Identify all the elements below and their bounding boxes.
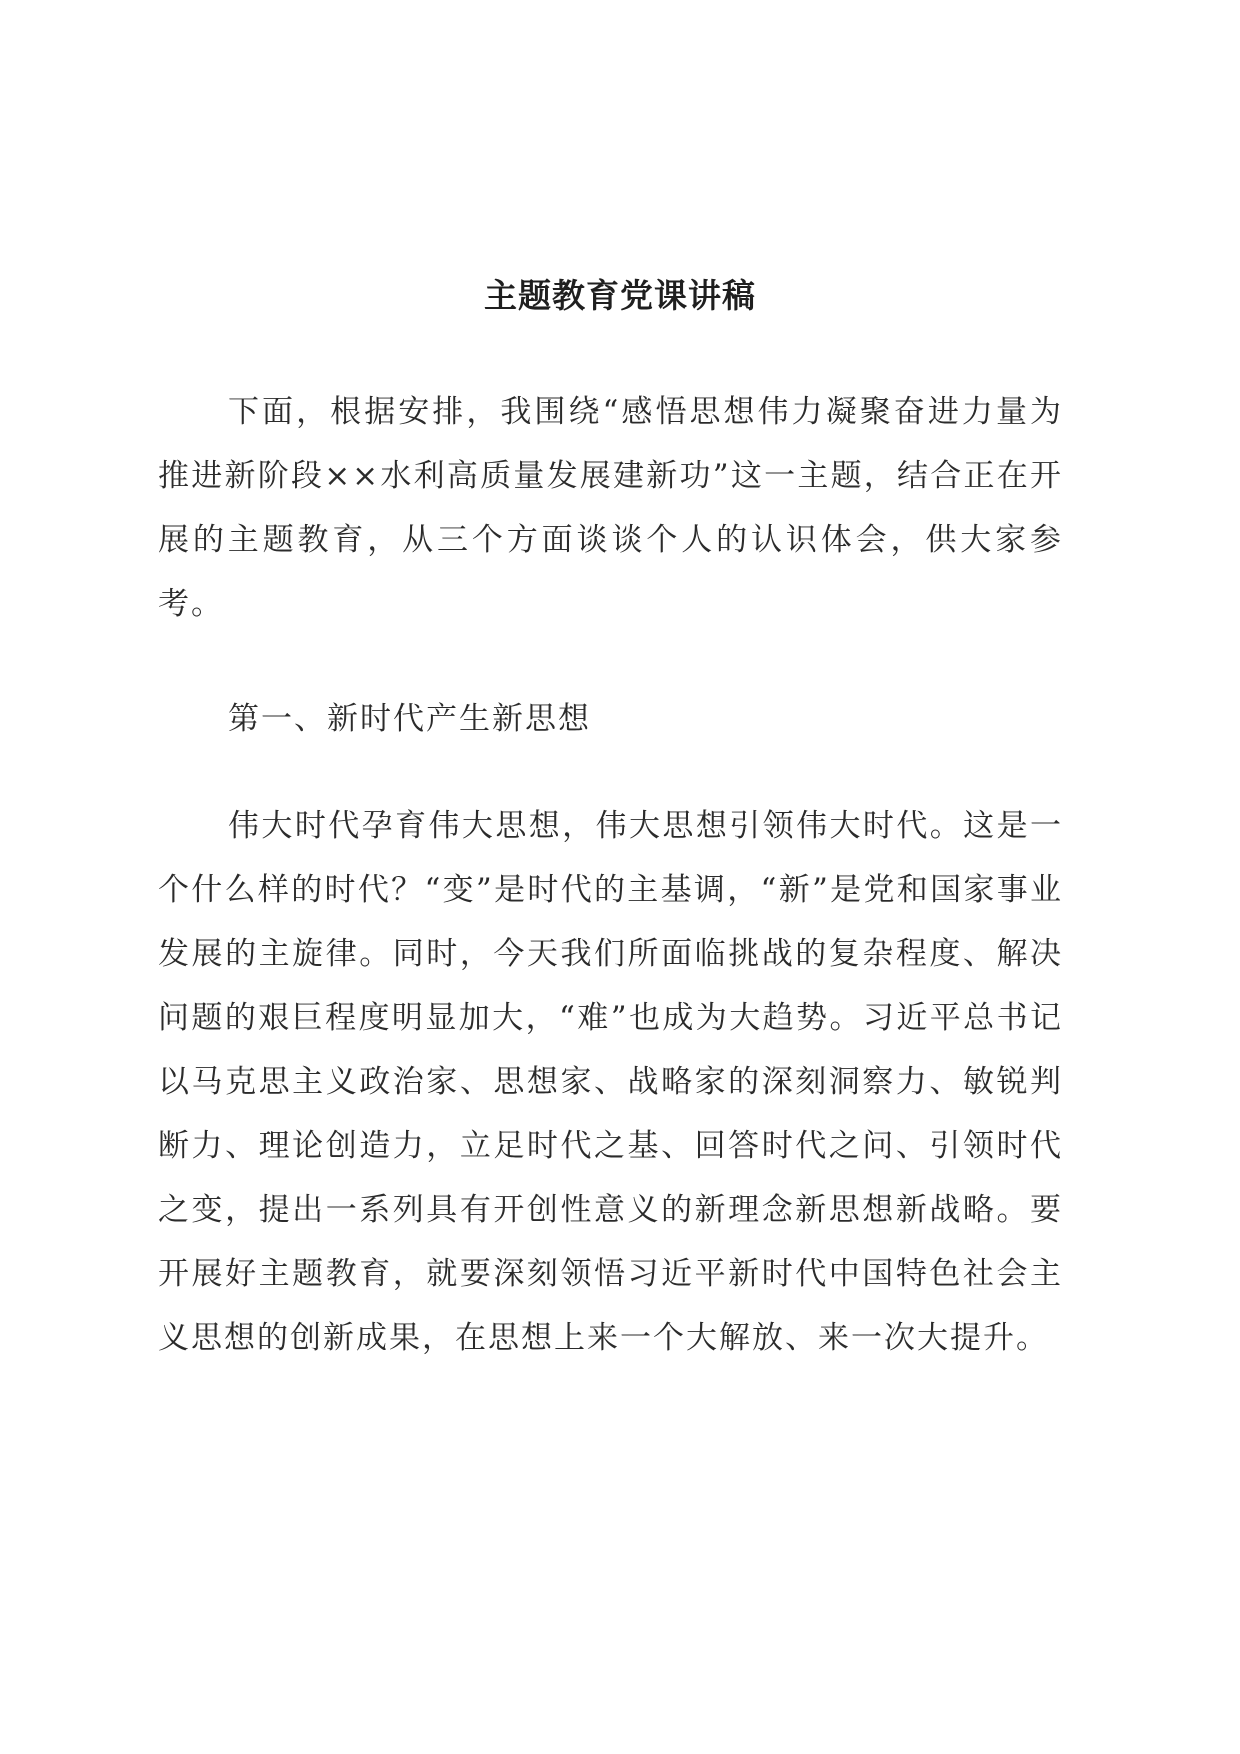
page-title: 主题教育党课讲稿 xyxy=(484,276,756,315)
intro-paragraph: 下面，根据安排，我围绕“感悟思想伟力凝聚奋进力量为推进新阶段××水利高质量发展建新功”这一主题，结合正在开展的主题教育，从三个方面谈谈个人的认识体会，供大家参考。 xyxy=(158,394,1063,622)
section-heading: 第一、新时代产生新思想 xyxy=(228,701,591,737)
section-body-paragraph: 伟大时代孕育伟大思想，伟大思想引领伟大时代。这是一个什么样的时代？“变”是时代的主基调，“新”是党和国家事业发展的主旋律。同时，今天我们所面临挑战的复杂程度、解决问题的艰巨程度明显加大，“难”也成为大趋势。习近平总书记以马克思主义政治家、思想家、战略家的深刻洞察力、敏锐判断力、理论创造力，立足时代之基、回答时代之问、引领时代之变，提出一系列具有开创性意义的新理念新思想新战略。要开展好主题教育，就要深刻领悟习近平新时代中国特色社会主义思想的创新成果，在思想上来一个大解放、来一次大提升。 xyxy=(158,808,1063,1356)
